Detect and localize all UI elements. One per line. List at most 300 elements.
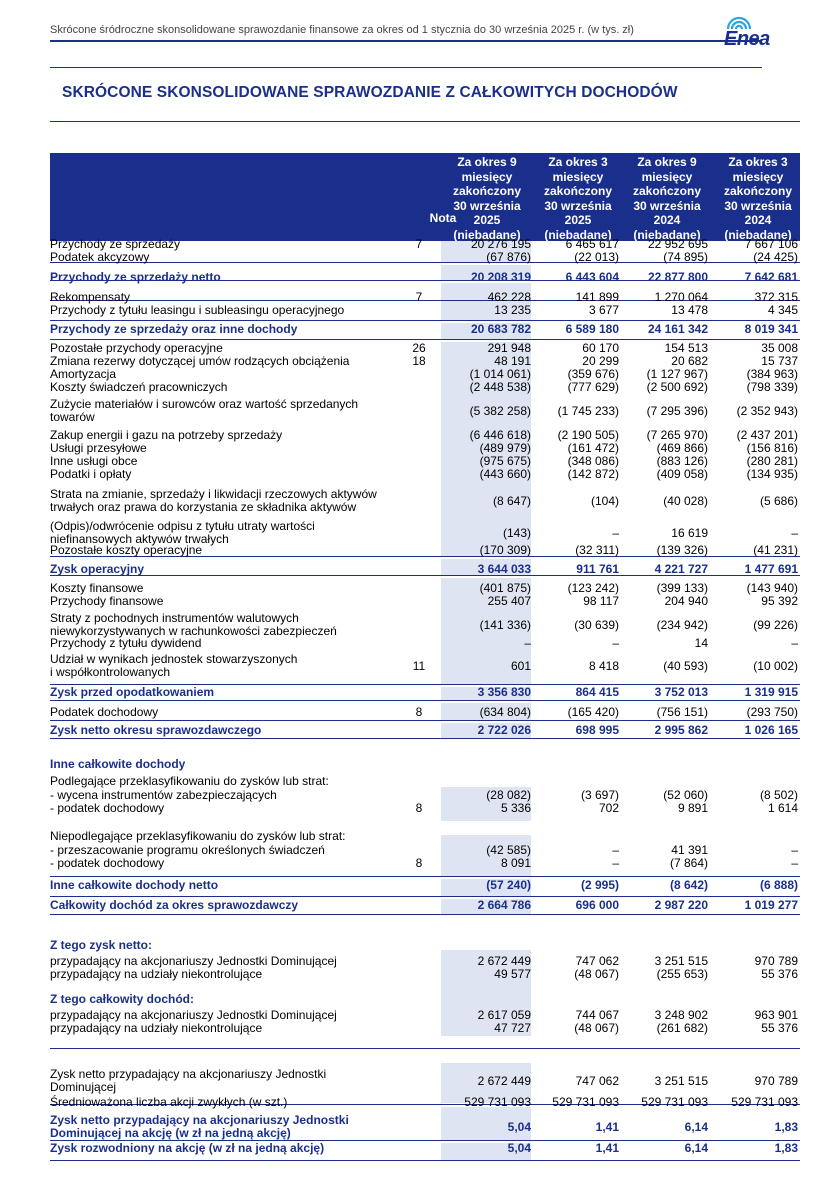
row-nota: 8 — [415, 801, 423, 815]
row-label-line: Przychody ze sprzedaży oraz inne dochody — [50, 322, 298, 336]
column-header-line: 30 września — [453, 198, 521, 213]
row-value: 4 345 — [767, 303, 798, 317]
row-nota: 8 — [415, 856, 423, 870]
row-label-line: przypadający na akcjonariuszy Jednostki Dominującej — [50, 1008, 337, 1022]
row-value: 35 008 — [761, 341, 798, 355]
row-label-line: Zysk operacyjny — [50, 562, 145, 576]
row-label — [50, 304, 395, 317]
row-value: 8 418 — [588, 659, 619, 673]
row-label — [50, 830, 395, 843]
row-value: – — [612, 526, 619, 540]
column-header-line: zakończony — [452, 184, 521, 198]
row-value: 744 067 — [575, 1008, 619, 1022]
row-value: – — [612, 856, 619, 870]
row-label-line: Zysk netto przypadający na akcjonariuszy Jednostki — [50, 1113, 349, 1127]
row-label-line: Inne usługi obce — [50, 454, 138, 468]
column-header-line: (niebadane) — [453, 227, 521, 242]
row-value: 864 415 — [575, 685, 619, 699]
row-label-line: Zużycie materiałów i surowców oraz wartość sprzedanych — [50, 397, 359, 411]
row-value: (24 425) — [753, 250, 798, 264]
row-value: 60 170 — [582, 341, 619, 355]
row-label-line: Podatek akcyzowy — [50, 250, 150, 264]
row-label-line: Z tego całkowity dochód: — [50, 992, 195, 1006]
document-header-text: Skrócone śródroczne skonsolidowane sprawozdanie finansowe za okres od 1 stycznia do 30 września 2025 r. (w tys. zł) — [50, 24, 634, 36]
row-label-line: towarów — [50, 410, 95, 424]
row-label-line: Podatek dochodowy — [50, 705, 159, 719]
row-value: 15 737 — [761, 354, 798, 368]
column-header-3m-2024 — [714, 155, 802, 242]
row-value: (255 653) — [656, 967, 708, 981]
column-header-line: 30 września — [724, 198, 792, 213]
row-label-line: Pozostałe koszty operacyjne — [50, 543, 203, 557]
row-value: 13 478 — [671, 303, 708, 317]
row-label-line: - wycena instrumentów zabezpieczających — [50, 788, 277, 802]
row-value: (40 028) — [663, 494, 708, 508]
row-value: 20 682 — [671, 354, 708, 368]
row-value: (2 437 201) — [736, 428, 798, 442]
row-label-line: Przychody finansowe — [50, 594, 164, 608]
row-value: (48 067) — [574, 1021, 619, 1035]
row-value: 2 987 220 — [654, 898, 708, 912]
row-value: (30 639) — [574, 618, 619, 632]
row-value: – — [612, 843, 619, 857]
row-value: 5,04 — [507, 1141, 531, 1155]
row-value: 3 677 — [588, 303, 619, 317]
title-rule — [50, 121, 800, 122]
row-value: (22 013) — [574, 250, 619, 264]
row-value: 20 208 319 — [470, 270, 531, 284]
row-value: (2 448 538) — [469, 380, 531, 394]
row-value: (1 745 233) — [557, 404, 619, 418]
row-label — [50, 802, 395, 815]
row-label-line: Zmiana rezerwy dotyczącej umów rodzących obciążenia — [50, 354, 350, 368]
row-value: 95 392 — [761, 594, 798, 608]
column-header-line: 2024 — [653, 213, 681, 227]
column-header-nota: Nota — [429, 211, 457, 225]
row-label-line: Zysk rozwodniony na akcję (w zł na jedną akcję) — [50, 1141, 325, 1155]
row-label-line: Przychody z tytułu dywidend — [50, 636, 202, 650]
row-value: 3 251 515 — [654, 1074, 708, 1088]
column-header-line: miesięcy — [461, 169, 513, 184]
row-value: (74 895) — [663, 250, 708, 264]
row-value: (42 585) — [486, 843, 531, 857]
row-value: 970 789 — [754, 1074, 798, 1088]
row-value: 141 899 — [575, 290, 619, 304]
row-value: (6 446 618) — [469, 428, 531, 442]
row-value: 13 235 — [494, 303, 531, 317]
row-value: 2 617 059 — [477, 1008, 531, 1022]
row-label-line: Straty z pochodnych instrumentów walutowych — [50, 611, 299, 625]
row-value: (6 888) — [759, 878, 798, 892]
row-label-line: Średnioważona liczba akcji zwykłych (w szt.) — [50, 1095, 288, 1109]
row-value: (2 500 692) — [646, 380, 708, 394]
row-label — [50, 653, 395, 679]
row-label-line: Udział w wynikach jednostek stowarzyszonych — [50, 652, 298, 666]
row-separator — [50, 1160, 800, 1161]
row-value: 204 940 — [664, 594, 708, 608]
row-value: (883 126) — [656, 454, 708, 468]
row-value: 963 901 — [754, 1008, 798, 1022]
column-header-line: 30 września — [544, 198, 612, 213]
row-value: 6,14 — [684, 1141, 708, 1155]
row-value: 1 270 064 — [654, 290, 708, 304]
row-value: 2 722 026 — [477, 723, 531, 737]
row-value: 16 619 — [671, 526, 708, 540]
row-label — [50, 488, 395, 514]
row-value: 3 752 013 — [654, 685, 708, 699]
row-label — [50, 993, 395, 1006]
row-separator — [50, 738, 800, 739]
row-value: 911 761 — [576, 562, 619, 576]
row-value: (2 995) — [580, 878, 619, 892]
column-header-9m-2024 — [622, 155, 712, 242]
row-value: (123 242) — [567, 581, 619, 595]
column-header-line: Za okres 9 — [457, 155, 517, 169]
column-header-line: (niebadane) — [724, 227, 792, 242]
row-value: (399 133) — [656, 581, 708, 595]
row-value: (7 265 970) — [646, 428, 708, 442]
header-rule-secondary — [50, 67, 762, 68]
row-label-line: - podatek dochodowy — [50, 856, 165, 870]
row-label-line: Usługi przesyłowe — [50, 441, 147, 455]
row-value: 20 276 195 — [470, 237, 531, 251]
row-label — [50, 939, 395, 952]
row-label-line: Przychody ze sprzedaży — [50, 237, 181, 251]
row-value: 702 — [598, 801, 619, 815]
row-value: 698 995 — [575, 723, 619, 737]
row-value: (5 686) — [759, 494, 798, 508]
row-value: (165 420) — [567, 705, 619, 719]
row-value: 601 — [510, 659, 531, 673]
row-nota: 26 — [412, 341, 426, 355]
row-value: (52 060) — [663, 788, 708, 802]
row-value: (143) — [502, 526, 531, 540]
row-value: 4 221 727 — [654, 562, 708, 576]
row-value: 1 319 915 — [744, 685, 798, 699]
row-label — [50, 612, 395, 638]
row-value: (8 502) — [759, 788, 798, 802]
row-label-line: Przychody z tytułu leasingu i subleasingu operacyjnego — [50, 303, 345, 317]
row-value: 2 672 449 — [477, 1074, 531, 1088]
row-label — [50, 775, 395, 788]
row-value: 6,14 — [684, 1120, 708, 1134]
row-value: 1 026 165 — [744, 723, 798, 737]
row-label — [50, 899, 395, 912]
row-value: 970 789 — [754, 954, 798, 968]
row-value: (40 593) — [663, 659, 708, 673]
row-value: (261 682) — [656, 1021, 708, 1035]
row-value: 747 062 — [575, 954, 619, 968]
row-label-line: Z tego zysk netto: — [50, 938, 153, 952]
column-header-line: Za okres 3 — [548, 155, 608, 169]
column-header-9m-2025 — [442, 155, 532, 242]
row-value: (143 940) — [746, 581, 798, 595]
row-value: (348 086) — [567, 454, 619, 468]
row-value: 1,83 — [774, 1141, 798, 1155]
row-label-line: Zysk netto przypadający na akcjonariuszy Jednostki — [50, 1067, 327, 1081]
column-header-line: zakończony — [723, 184, 792, 198]
row-value: 1,83 — [774, 1120, 798, 1134]
row-value: – — [524, 636, 531, 650]
row-label-line: Koszty świadczeń pracowniczych — [50, 380, 228, 394]
row-value: 1 477 691 — [744, 562, 798, 576]
row-value: 98 117 — [583, 594, 619, 608]
row-label-line: Strata na zmianie, sprzedaży i likwidacji rzeczowych aktywów — [50, 487, 377, 501]
row-value: 372 315 — [754, 290, 798, 304]
row-value: (2 352 943) — [736, 404, 798, 418]
enea-logo — [712, 14, 782, 48]
row-value: (634 804) — [479, 705, 531, 719]
row-label — [50, 563, 395, 576]
row-label-line: Niepodlegające przeklasyfikowaniu do zysków lub strat: — [50, 829, 346, 843]
row-value: – — [791, 526, 798, 540]
row-value: (8 642) — [669, 878, 708, 892]
row-value: (170 309) — [479, 543, 531, 557]
row-value: (141 336) — [479, 618, 531, 632]
row-value: (7 864) — [669, 856, 708, 870]
row-value: 747 062 — [575, 1074, 619, 1088]
row-value: (409 058) — [656, 467, 708, 481]
column-header-line: 2025 — [473, 213, 501, 227]
row-value: (10 002) — [753, 659, 798, 673]
row-value: 529 731 093 — [731, 1095, 798, 1109]
row-label-line: przypadający na akcjonariuszy Jednostki Dominującej — [50, 954, 337, 968]
row-value: (99 226) — [753, 618, 798, 632]
column-header-3m-2025 — [534, 155, 622, 242]
row-value: 696 000 — [575, 898, 619, 912]
row-value: 1 019 277 — [744, 898, 798, 912]
row-value: 14 — [694, 636, 708, 650]
row-value: (67 876) — [486, 250, 531, 264]
row-value: (234 942) — [656, 618, 708, 632]
row-value: 55 376 — [761, 1021, 798, 1035]
row-value: – — [791, 636, 798, 650]
row-label-line: i współkontrolowanych — [50, 665, 171, 679]
row-label-line: trwałych oraz prawa do korzystania ze składnika aktywów — [50, 500, 357, 514]
row-nota: 7 — [415, 237, 423, 251]
row-value: (32 311) — [575, 543, 619, 557]
row-value: (134 935) — [746, 467, 798, 481]
row-value: 3 251 515 — [654, 954, 708, 968]
row-value: 1,41 — [595, 1120, 619, 1134]
row-separator — [50, 320, 800, 321]
row-separator — [50, 876, 800, 877]
row-label-line: Dominującej — [50, 1080, 117, 1094]
row-value: 1 614 — [767, 801, 798, 815]
column-header-line: 30 września — [633, 198, 701, 213]
row-value: 47 727 — [494, 1021, 531, 1035]
row-value: 529 731 093 — [641, 1095, 708, 1109]
row-value: 22 877 800 — [647, 270, 708, 284]
row-value: (293 750) — [746, 705, 798, 719]
row-value: 6 443 604 — [565, 270, 619, 284]
row-label — [50, 544, 395, 557]
row-value: (1 014 061) — [469, 367, 531, 381]
row-nota: 8 — [415, 705, 423, 719]
row-value: (975 675) — [479, 454, 531, 468]
row-value: 3 248 902 — [654, 1008, 708, 1022]
row-value: (359 676) — [567, 367, 619, 381]
row-label — [50, 398, 395, 424]
row-label-line: przypadający na udziały niekontrolujące — [50, 1021, 263, 1035]
column-header-line: Za okres 3 — [728, 155, 788, 169]
row-label — [50, 323, 395, 336]
row-value: (489 979) — [479, 441, 531, 455]
column-header-line: zakończony — [543, 184, 612, 198]
column-header-line: 2024 — [744, 213, 772, 227]
row-value: 529 731 093 — [552, 1095, 619, 1109]
row-label — [50, 857, 395, 870]
row-value: – — [791, 843, 798, 857]
row-value: 24 161 342 — [647, 322, 708, 336]
column-header-line: 2025 — [564, 213, 592, 227]
row-value: (384 963) — [746, 367, 798, 381]
page-title: SKRÓCONE SKONSOLIDOWANE SPRAWOZDANIE Z CAŁKOWITYCH DOCHODÓW — [62, 84, 678, 101]
row-separator — [50, 700, 800, 701]
row-value: 2 672 449 — [477, 954, 531, 968]
row-label — [50, 879, 395, 892]
row-value: (8 647) — [492, 494, 531, 508]
row-value: (142 872) — [567, 467, 619, 481]
row-label — [50, 1142, 395, 1155]
row-label — [50, 758, 395, 771]
row-value: 6 589 180 — [565, 322, 619, 336]
row-value: (756 151) — [656, 705, 708, 719]
row-label — [50, 1114, 395, 1140]
row-value: 49 577 — [494, 967, 531, 981]
row-value: (5 382 258) — [469, 404, 531, 418]
row-label-line: niefinansowych aktywów trwałych — [50, 532, 229, 546]
row-label-line: Koszty finansowe — [50, 581, 144, 595]
row-value: (7 295 396) — [646, 404, 708, 418]
column-header-line: miesięcy — [732, 169, 784, 184]
row-value: (161 472) — [567, 441, 619, 455]
row-value: (28 082) — [486, 788, 531, 802]
row-label-line: Inne całkowite dochody — [50, 757, 186, 771]
row-label-line: Przychody ze sprzedaży netto — [50, 270, 221, 284]
row-value: – — [791, 856, 798, 870]
row-label-line: Pozostałe przychody operacyjne — [50, 341, 223, 355]
row-value: 1,41 — [595, 1141, 619, 1155]
row-label-line: - przeszacowanie programu określonych świadczeń — [50, 843, 325, 857]
row-label — [50, 706, 395, 719]
row-value: 255 407 — [487, 594, 531, 608]
row-value: (57 240) — [486, 878, 531, 892]
row-label — [50, 686, 395, 699]
row-nota: 18 — [412, 354, 426, 368]
row-label — [50, 968, 395, 981]
row-value: 8 091 — [500, 856, 531, 870]
row-value: 462 228 — [487, 290, 531, 304]
row-value: 9 891 — [677, 801, 708, 815]
row-nota: 7 — [415, 290, 423, 304]
row-value: (139 326) — [656, 543, 708, 557]
row-value: 5 336 — [500, 801, 531, 815]
column-header-line: (niebadane) — [544, 227, 612, 242]
column-header-line: miesięcy — [552, 169, 604, 184]
row-value: – — [612, 636, 619, 650]
row-value: 7 642 681 — [744, 270, 798, 284]
row-value: (48 067) — [574, 967, 619, 981]
row-value: 6 465 617 — [565, 237, 619, 251]
row-value: 3 356 830 — [477, 685, 531, 699]
row-label — [50, 595, 395, 608]
row-value: 3 644 033 — [477, 562, 531, 576]
row-label — [50, 381, 395, 394]
row-label-line: Zysk przed opodatkowaniem — [50, 685, 215, 699]
table-header — [50, 153, 800, 241]
row-label-line: Dominującej na akcję (w zł na jedną akcję) — [50, 1126, 291, 1140]
row-separator — [50, 339, 800, 340]
row-label-line: Zysk netto okresu sprawozdawczego — [50, 723, 262, 737]
row-value: 20 683 782 — [470, 322, 531, 336]
row-value: 8 019 341 — [744, 322, 798, 336]
header-rule — [50, 40, 762, 42]
row-label — [50, 1068, 395, 1094]
column-header-line: zakończony — [632, 184, 701, 198]
row-label-line: Podlegające przeklasyfikowaniu do zysków lub strat: — [50, 774, 329, 788]
row-label — [50, 271, 395, 284]
row-separator — [50, 720, 800, 721]
row-label-line: przypadający na udziały niekontrolujące — [50, 967, 263, 981]
row-value: 41 391 — [671, 843, 708, 857]
row-label-line: Rekompensaty — [50, 290, 131, 304]
row-value: 154 513 — [664, 341, 708, 355]
row-value: (280 281) — [746, 454, 798, 468]
row-value: (443 660) — [479, 467, 531, 481]
row-separator — [50, 1048, 800, 1049]
row-label — [50, 724, 395, 737]
row-value: (777 629) — [567, 380, 619, 394]
row-label — [50, 1096, 395, 1109]
row-value: (401 875) — [479, 581, 531, 595]
row-nota: 11 — [412, 659, 426, 673]
row-separator — [50, 914, 800, 915]
row-value: 7 667 106 — [744, 237, 798, 251]
row-value: (798 339) — [746, 380, 798, 394]
row-label — [50, 468, 395, 481]
row-value: 291 948 — [487, 341, 531, 355]
row-label-line: Całkowity dochód za okres sprawozdawczy — [50, 898, 299, 912]
row-label-line: - podatek dochodowy — [50, 801, 165, 815]
row-value: 48 191 — [494, 354, 531, 368]
row-label-line: Inne całkowite dochody netto — [50, 878, 219, 892]
row-value: (104) — [590, 494, 619, 508]
row-value: (1 127 967) — [646, 367, 708, 381]
row-label — [50, 1022, 395, 1035]
column-header-line: miesięcy — [641, 169, 693, 184]
row-value: 2 995 862 — [654, 723, 708, 737]
column-header-line: (niebadane) — [633, 227, 701, 242]
row-label-line: niewykorzystywanych w rachunkowości zabezpieczeń — [50, 624, 337, 638]
row-value: (156 816) — [746, 441, 798, 455]
row-value: 2 664 786 — [477, 898, 531, 912]
row-value: 5,04 — [507, 1120, 531, 1134]
row-label-line: Podatki i opłaty — [50, 467, 132, 481]
row-label-line: Zakup energii i gazu na potrzeby sprzedaży — [50, 428, 283, 442]
enea-logo-text: Enea — [724, 28, 770, 50]
row-value: 55 376 — [761, 967, 798, 981]
row-label — [50, 251, 395, 264]
row-label-line: Amortyzacja — [50, 367, 117, 381]
row-value: 20 299 — [582, 354, 619, 368]
column-header-line: Za okres 9 — [637, 155, 697, 169]
row-value: (3 697) — [580, 788, 619, 802]
row-value: (469 866) — [656, 441, 708, 455]
row-value: 529 731 093 — [464, 1095, 531, 1109]
row-value: (41 231) — [753, 543, 798, 557]
row-label-line: (Odpis)/odwrócenie odpisu z tytułu utraty wartości — [50, 519, 315, 533]
